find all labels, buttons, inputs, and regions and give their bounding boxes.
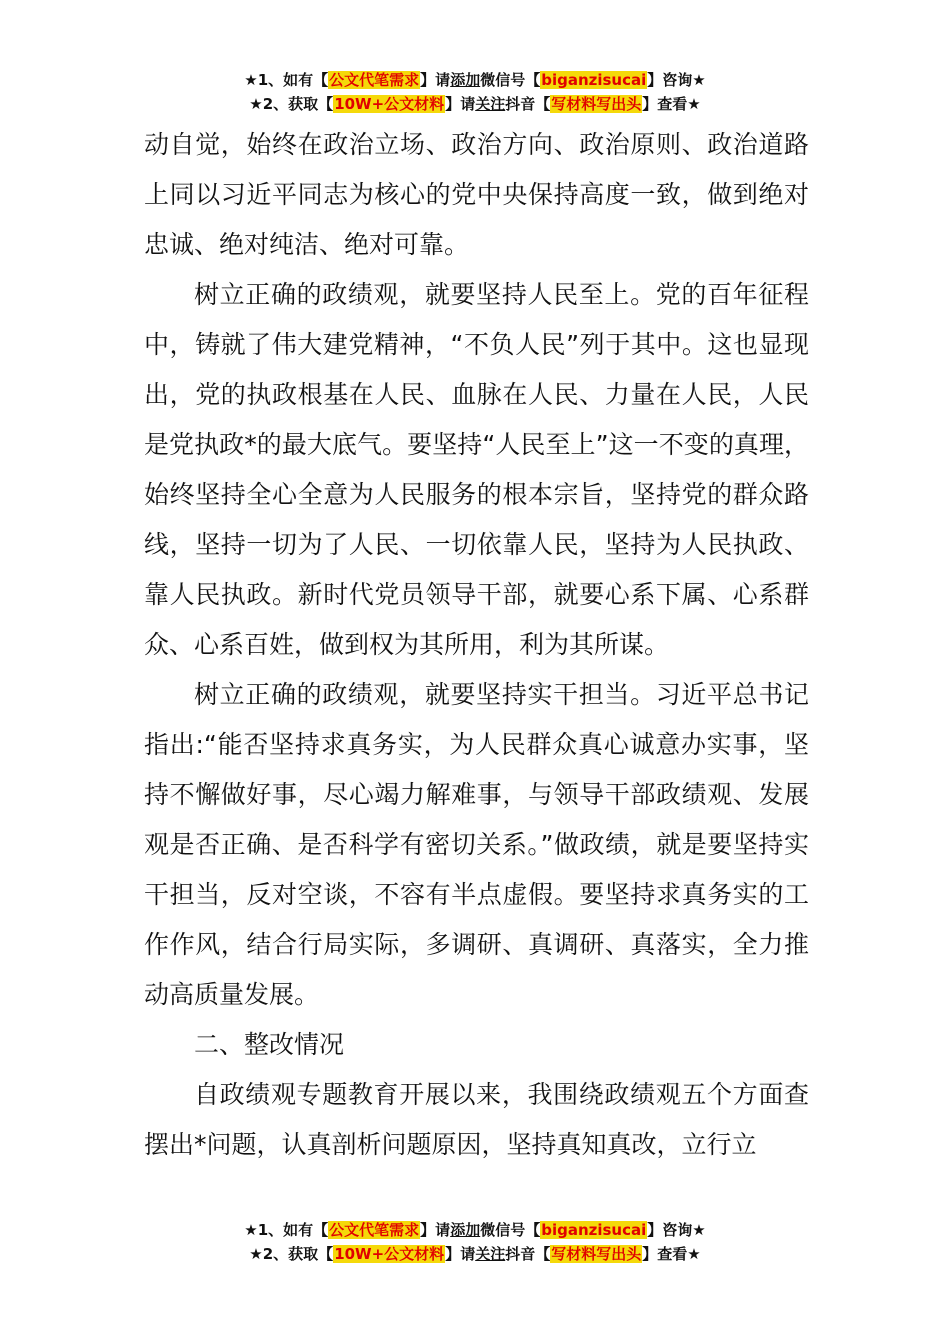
paragraph-continuation: 动自觉，始终在政治立场、政治方向、政治原则、政治道路上同以习近平同志为核心的党中央保持高度一致，做到绝对忠诚、绝对纯洁、绝对可靠。: [144, 130, 809, 259]
section-heading: 二、整改情况: [194, 1030, 345, 1059]
promo-douyin-id: 写材料写出头: [551, 95, 642, 113]
promo-douyin-id: 写材料写出头: [551, 1245, 642, 1263]
promo-wechat-id: biganzisucai: [541, 71, 647, 89]
paragraph-people-first: 树立正确的政绩观，就要坚持人民至上。党的百年征程中，铸就了伟大建党精神，“不负人民”列于其中。这也显现出，党的执政根基在人民、血脉在人民、力量在人民，人民是党执政*的最大底气。要坚持“人民至上”这一不变的真理，始终坚持全心全意为人民服务的根本宗旨，坚持党的群众路线，坚持一切为了人民、一切依靠人民，坚持为人民执政、靠人民执政。新时代党员领导干部，就要心系下属、心系群众、心系百姓，做到权为其所用，利为其所谋。: [144, 280, 809, 659]
promo-line-2: ★2、获取【10W+公文材料】请关注抖音【写材料写出头】查看★: [249, 95, 701, 113]
promo-line-1: ★1、如有【公文代笔需求】请添加微信号【biganzisucai】咨询★: [244, 1221, 706, 1239]
promo-line-1: ★1、如有【公文代笔需求】请添加微信号【biganzisucai】咨询★: [244, 71, 706, 89]
promo-highlight: 公文代笔需求: [329, 71, 420, 89]
promo-wechat-id: biganzisucai: [541, 1221, 647, 1239]
promo-highlight: 公文代笔需求: [329, 1221, 420, 1239]
paragraph-practical-work: 树立正确的政绩观，就要坚持实干担当。习近平总书记指出:“能否坚持求真务实，为人民群众真心诚意办实事，坚持不懈做好事，尽心竭力解难事，与领导干部政绩观、发展观是否正确、是否科学有密切关系。”做政绩，就是要坚持实干担当，反对空谈，不容有半点虚假。要坚持求真务实的工作作风，结合行局实际，多调研、真调研、真落实，全力推动高质量发展。: [144, 680, 809, 1009]
paragraph-rectification: 自政绩观专题教育开展以来，我围绕政绩观五个方面查摆出*问题，认真剖析问题原因，坚持真知真改，立行立: [144, 1080, 809, 1159]
promo-highlight: 10W+公文材料: [334, 1245, 445, 1263]
header-promo-banner: [0, 68, 950, 116]
footer-promo-banner: [0, 1218, 950, 1266]
promo-line-2: ★2、获取【10W+公文材料】请关注抖音【写材料写出头】查看★: [249, 1245, 701, 1263]
promo-highlight: 10W+公文材料: [334, 95, 445, 113]
document-body: [144, 120, 809, 1170]
